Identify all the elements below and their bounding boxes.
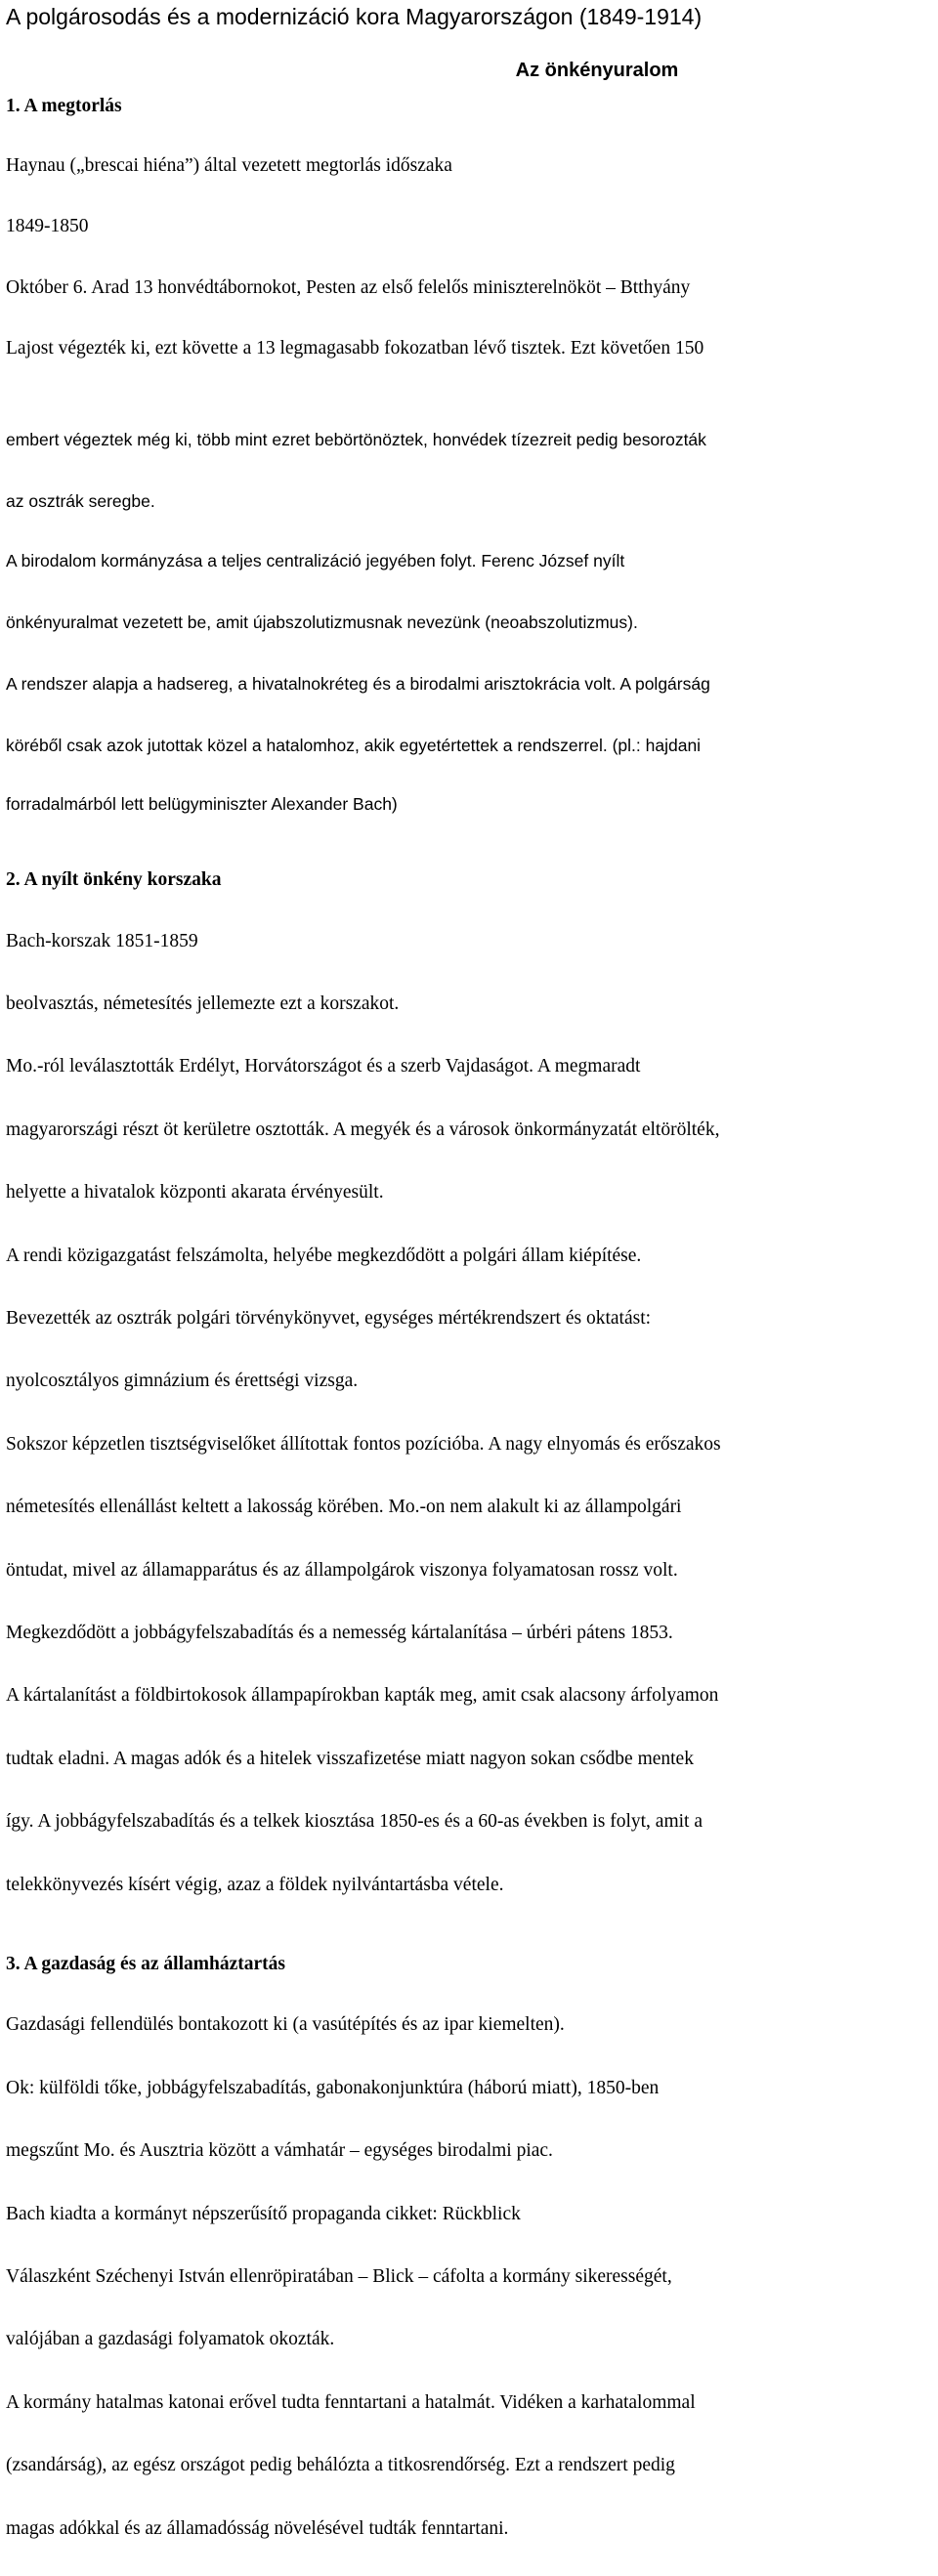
text-line: Ok: külföldi tőke, jobbágyfelszabadítás, gabonakonjunktúra (háború miatt), 1850-ben [6,2077,660,2098]
section-number: 3. [6,1954,21,1975]
document-title: A polgárosodás és a modernizáció kora Magyarországon (1849-1914) [6,4,703,29]
section-body [6,1978,936,2576]
section-number: 2. [6,869,21,891]
text-line: A birodalom kormányzása a teljes centralizáció jegyében folyt. Ferenc József nyílt [6,550,625,570]
section-gazdasag [6,1950,936,2576]
text-line: beolvasztás, németesítés jellemezte ezt a korszakot. [6,993,400,1014]
text-line: önkényuralmat vezetett be, amit újabszolutizmusnak nevezünk (neoabszolutizmus). [6,612,638,633]
section-heading [6,866,936,894]
text-line: Lajost végezték ki, ezt követte a 13 legmagasabb fokozatban lévő tisztek. Ezt követően 150 [6,337,704,359]
text-line: (zsandárság), az egész országot pedig behálózta a titkosrendőrség. Ezt a rendszert pedig [6,2455,675,2476]
text-line: öntudat, mivel az államapparátus és az állampolgárok viszonya folyamatosan rossz volt. [6,1559,678,1581]
section-title: A nyílt önkény korszaka [23,869,222,891]
text-line: Sokszor képzetlen tisztségviselőket állítottak fontos pozícióba. A nagy elnyomás és erőszakos [6,1433,721,1455]
text-line: forradalmárból lett belügyminiszter Alexander Bach) [6,794,398,815]
text-line: Válaszként Széchenyi István ellenröpiratában – Blick – cáfolta a kormány sikerességét, [6,2265,672,2287]
text-line: A rendi közigazgatást felszámolta, helyébe megkezdődött a polgári állam kiépítése. [6,1245,642,1266]
text-line: nyolcosztályos gimnázium és érettségi vizsga. [6,1371,359,1392]
section-title: A megtorlás [23,96,122,116]
section-heading [6,1950,936,1978]
text-line: így. A jobbágyfelszabadítás és a telkek kiosztása 1850-es és a 60-as években is folyt, amit a [6,1811,703,1833]
text-line: 1849-1850 [6,216,89,237]
document-page [6,0,936,2576]
text-line: Október 6. Arad 13 honvédtábornokot, Pesten az első felelős miniszterelnököt – Btthyány [6,276,691,298]
document-subtitle: Az önkényuralom [515,60,679,81]
text-line: A kártalanítást a földbirtokosok állampapírokban kapták meg, amit csak alacsony árfolyamon [6,1685,719,1707]
text-line: Bevezették az osztrák polgári törvénykönyvet, egységes mértékrendszert és oktatást: [6,1308,652,1330]
section-body [6,120,936,395]
text-line: köréből csak azok jutottak közel a hatalomhoz, akik egyetértettek a rendszerrel. (pl.: hajdani [6,735,702,755]
text-line: A rendszer alapja a hadsereg, a hivatalnokréteg és a birodalmi arisztokrácia volt. A polgárság [6,673,710,694]
text-line: telekkönyvezés kísért végig, azaz a földek nyilvántartásba vétele. [6,1874,504,1895]
section-heading [6,92,936,120]
text-line: Megkezdődött a jobbágyfelszabadítás és a nemesség kártalanítása – úrbéri pátens 1853. [6,1623,673,1644]
text-line: valójában a gazdasági folyamatok okozták. [6,2329,335,2350]
text-line: magyarországi részt öt kerületre osztották. A megyék és a városok önkormányzatát eltörölték, [6,1119,720,1140]
section-number: 1. [6,96,21,116]
text-line: Bach-korszak 1851-1859 [6,930,198,951]
section-nyilt-onkeny [6,866,936,1932]
section-body [6,894,936,1932]
section-body-sans [6,395,936,848]
text-line: A kormány hatalmas katonai erővel tudta fenntartani a hatalmát. Vidéken a karhatalommal [6,2391,696,2413]
text-line: magas adókkal és az államadósság növelésével tudták fenntartani. [6,2517,509,2539]
text-line: Mo.-ról leválasztották Erdélyt, Horvátországot és a szerb Vajdaságot. A megmaradt [6,1056,641,1077]
text-line: helyette a hivatalok központi akarata érvényesült. [6,1182,384,1204]
text-line: az osztrák seregbe. [6,490,155,511]
section-title: A gazdaság és az államháztartás [23,1954,285,1975]
section-megtorlas [6,92,936,848]
text-line: embert végeztek még ki, több mint ezret bebörtönöztek, honvédek tízezreit pedig besorozták [6,430,706,450]
text-line: németesítés ellenállást keltett a lakosság körében. Mo.-on nem alakult ki az állampolgári [6,1497,682,1518]
text-line: megszűnt Mo. és Ausztria között a vámhatár – egységes birodalmi piac. [6,2140,553,2162]
text-line: Bach kiadta a kormányt népszerűsítő propaganda cikket: Rückblick [6,2203,521,2224]
text-line: Haynau („brescai hiéna”) által vezetett megtorlás időszaka [6,155,452,177]
text-line: tudtak eladni. A magas adók és a hitelek visszafizetése miatt nagyon sokan csődbe mentek [6,1748,694,1769]
text-line: Gazdasági fellendülés bontakozott ki (a vasútépítés és az ipar kiemelten). [6,2014,565,2036]
